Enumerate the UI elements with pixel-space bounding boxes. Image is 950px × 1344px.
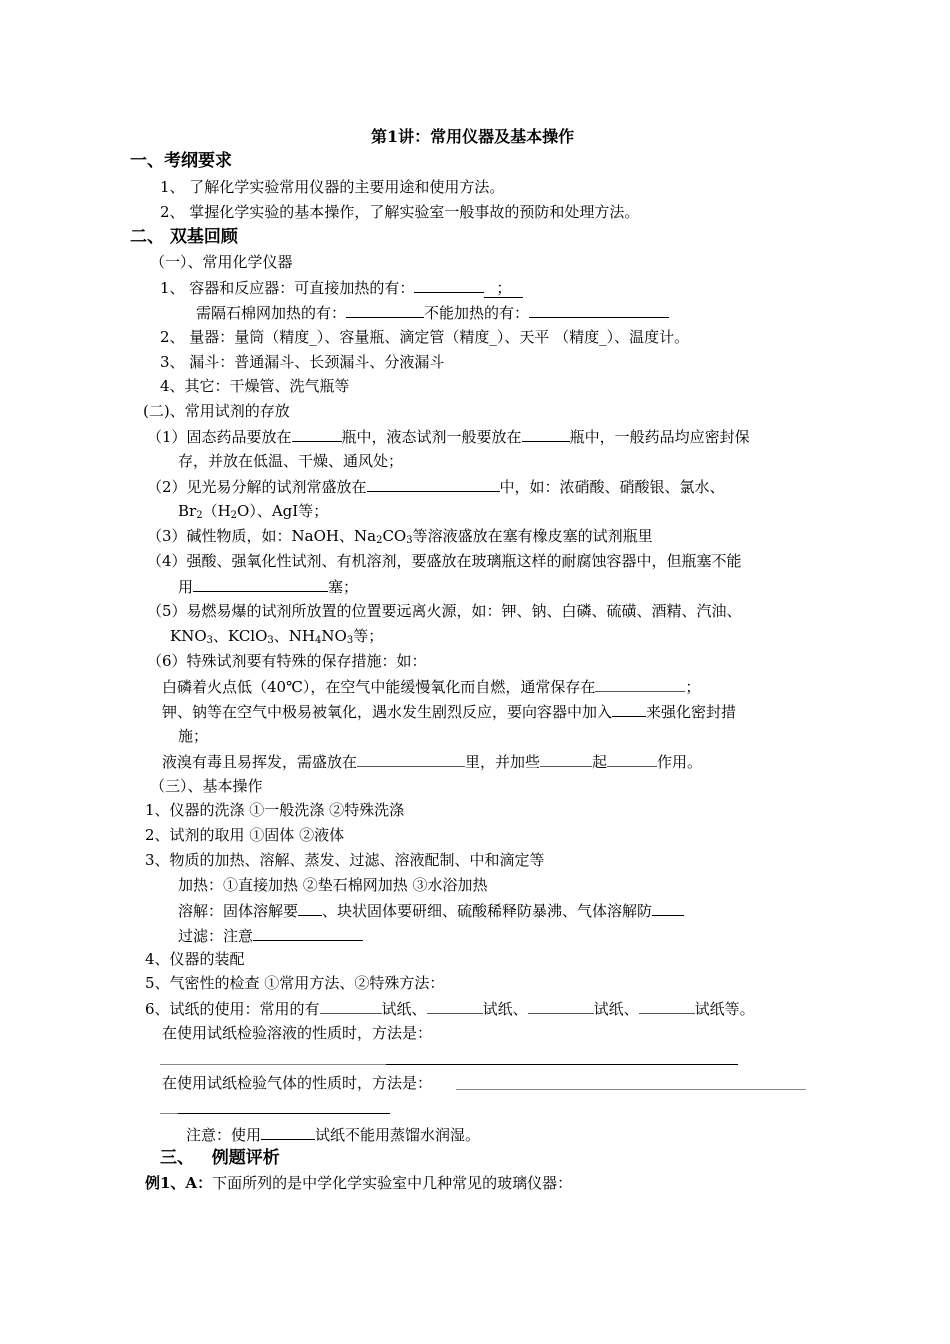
sub: 3	[206, 635, 214, 646]
other-line: 4、其它：干燥管、洗气瓶等	[160, 377, 350, 395]
r1a: （1）固态药品要放在	[147, 428, 292, 446]
r6d4: 作用。	[657, 753, 703, 771]
r6b: 钾、钠等在空气中极易被氧化，遇水发生剧烈反应，要向容器中加入	[162, 703, 613, 721]
blank-bromine-bottle[interactable]	[357, 751, 465, 767]
op-3-heating: 加热：①直接加热 ②垫石棉网加热 ③水浴加热	[178, 876, 488, 894]
blank-gas-dissolve[interactable]	[652, 900, 684, 916]
storage-rule-4-cont	[178, 576, 358, 597]
storage-rule-6: （6）特殊试剂要有特殊的保存措施：如：	[147, 652, 427, 670]
r6a-end: ；	[685, 678, 701, 696]
example-1	[145, 1173, 572, 1193]
blank-direct-heat[interactable]	[414, 277, 484, 293]
op-3-filter	[178, 925, 363, 946]
r6a: 白磷着火点低（40℃），在空气中能缓慢氧化而自燃，通常保存在	[162, 678, 596, 696]
sub: 4	[315, 635, 322, 646]
storage-rule-4: （4）强酸、强氧化性试剂、有机溶剂，要盛放在玻璃瓶这样的耐腐蚀容器中，但瓶塞不能	[147, 552, 742, 570]
op-6	[145, 998, 755, 1019]
answer-line[interactable]	[160, 1113, 178, 1114]
blank-stopper[interactable]	[193, 576, 328, 592]
op-4: 4、仪器的装配	[145, 950, 245, 968]
o6a: 6、试纸的使用：常用的有	[145, 1000, 320, 1018]
potassium-line-cont: 施；	[178, 727, 209, 745]
o6h2: 试纸不能用蒸馏水润湿。	[315, 1126, 481, 1144]
o6c: 试纸、	[482, 1000, 528, 1018]
blank-liquid-bottle[interactable]	[522, 426, 570, 442]
answer-line[interactable]	[386, 1064, 738, 1065]
op-5: 5、气密性的检查 ①常用方法、②特殊方法：	[145, 974, 445, 992]
storage-rule-5: （5）易燃易爆的试剂所放置的位置要远离火源，如：钾、钠、白磷、硫磺、酒精、汽油、	[147, 602, 742, 620]
section-2-heading: 二、 双基回顾	[130, 227, 238, 247]
section-1-heading: 一、考纲要求	[130, 151, 232, 171]
op-6-note	[186, 1124, 480, 1145]
example-1-label: 例1、A：	[145, 1174, 213, 1192]
sub: 3	[267, 635, 274, 646]
kno: KNO	[170, 627, 207, 645]
answer-line[interactable]	[456, 1089, 806, 1090]
sec1-item-2: 2、 掌握化学实验的基本操作，了解实验室一般事故的预防和处理方法。	[160, 203, 640, 221]
r1b: 瓶中，液态试剂一般要放在	[341, 428, 522, 446]
section-3-heading: 三、 例题评析	[160, 1148, 280, 1168]
blank-no-heat[interactable]	[529, 302, 669, 318]
o3b2: 、块状固体要研细、硫酸稀释防暴沸、气体溶解防	[322, 902, 653, 920]
op-1: 1、仪器的洗涤 ①一般洗涤 ②特殊洗涤	[145, 801, 405, 819]
storage-rule-3	[147, 526, 653, 546]
op-6-gas: 在使用试纸检验气体的性质时，方法是：	[162, 1074, 433, 1092]
sub: 2	[376, 535, 383, 546]
sec1-item-1: 1、 了解化学实验常用仪器的主要用途和使用方法。	[160, 178, 505, 196]
op-3-dissolve	[178, 900, 684, 921]
blank-phosphorus[interactable]	[595, 676, 685, 692]
blank-paper-3[interactable]	[528, 998, 594, 1014]
blank-solid-bottle[interactable]	[292, 426, 342, 442]
storage-rule-2	[147, 476, 725, 497]
blank-paper-2[interactable]	[427, 998, 483, 1014]
o6b: 试纸、	[381, 1000, 427, 1018]
r1c: 瓶中，一般药品均应密封保	[569, 428, 750, 446]
page-title: 第1讲：常用仪器及基本操作	[371, 127, 575, 146]
measuring-line: 2、 量器：量筒（精度_）、容量瓶、滴定管（精度_）、天平 （精度_）、温度计。	[160, 328, 690, 346]
storage-rule-1-cont: 存，并放在低温、干燥、通风处；	[178, 452, 404, 470]
r3b: CO	[382, 527, 407, 545]
op-2: 2、试剂的取用 ①固体 ②液体	[145, 826, 345, 844]
o3b1: 溶解：固体溶解要	[178, 902, 299, 920]
part3-heading: （三）、基本操作	[150, 777, 263, 795]
r6d1: 液溴有毒且易挥发，需盛放在	[162, 753, 358, 771]
nh: 、NH	[273, 627, 315, 645]
op-3: 3、物质的加热、溶解、蒸发、过滤、溶液配制、中和滴定等	[145, 851, 545, 869]
part1-heading: （一）、常用化学仪器	[150, 253, 293, 271]
no-heat-label: 不能加热的有：	[424, 304, 530, 322]
r4b: 用	[178, 578, 194, 596]
containers-line	[160, 277, 523, 298]
r2a: （2）见光易分解的试剂常盛放在	[147, 478, 367, 496]
blank-paper-4[interactable]	[639, 998, 695, 1014]
r6b-end: 来强化密封措	[646, 703, 737, 721]
r3c: 等溶液盛放在塞有橡皮塞的试剂瓶里	[412, 527, 653, 545]
o3c: 过滤：注意	[178, 927, 254, 945]
blank-light-sensitive[interactable]	[367, 476, 500, 492]
br-text: Br	[178, 502, 197, 520]
o6d: 试纸、	[593, 1000, 639, 1018]
semicolon: ；	[484, 279, 523, 298]
answer-line[interactable]	[160, 1064, 386, 1065]
example-1-text: 下面所列的是中学化学实验室中几种常见的玻璃仪器：	[212, 1174, 573, 1192]
blank-note-paper[interactable]	[261, 1124, 315, 1140]
o6h1: 注意：使用	[186, 1126, 262, 1144]
r6d2: 里，并加些	[465, 753, 541, 771]
phosphorus-line	[162, 676, 700, 697]
r3a: （3）碱性物质，如：NaOH、Na	[147, 527, 377, 545]
h-text: （H	[202, 502, 231, 520]
blank-dissolve[interactable]	[298, 900, 322, 916]
blank-bromine-add[interactable]	[540, 751, 592, 767]
no: NO	[321, 627, 347, 645]
asbestos-label: 需隔石棉网加热的有：	[196, 304, 347, 322]
potassium-line	[162, 701, 736, 722]
o6e: 试纸等。	[694, 1000, 755, 1018]
sub: 3	[406, 535, 413, 546]
storage-rule-5-cont	[170, 626, 383, 646]
funnel-line: 3、 漏斗：普通漏斗、长颈漏斗、分液漏斗	[160, 353, 445, 371]
part2-heading: (二)、常用试剂的存放	[143, 402, 290, 420]
sub: 2	[196, 510, 203, 521]
blank-asbestos-heat[interactable]	[346, 302, 424, 318]
containers-label: 1、 容器和反应器：可直接加热的有：	[160, 279, 415, 297]
kclo: 、KClO	[213, 627, 268, 645]
sub: 2	[230, 510, 238, 521]
agi-text: O）、AgI等；	[237, 502, 329, 520]
blank-bromine-effect[interactable]	[607, 751, 657, 767]
sub: 3	[346, 635, 354, 646]
asbestos-line	[196, 302, 669, 323]
bromine-line	[162, 751, 702, 772]
blank-seal[interactable]	[612, 701, 646, 717]
r4c: 塞；	[328, 578, 359, 596]
r6d3: 起	[592, 753, 608, 771]
r2b: 中，如：浓硝酸、硝酸银、氯水、	[499, 478, 725, 496]
blank-paper-1[interactable]	[320, 998, 382, 1014]
op-6-solution: 在使用试纸检验溶液的性质时，方法是：	[162, 1024, 433, 1042]
etc: 等；	[353, 627, 384, 645]
storage-rule-1	[147, 426, 750, 447]
answer-line[interactable]	[178, 1113, 390, 1114]
storage-rule-2-cont	[178, 501, 328, 521]
blank-filter[interactable]	[253, 925, 363, 941]
